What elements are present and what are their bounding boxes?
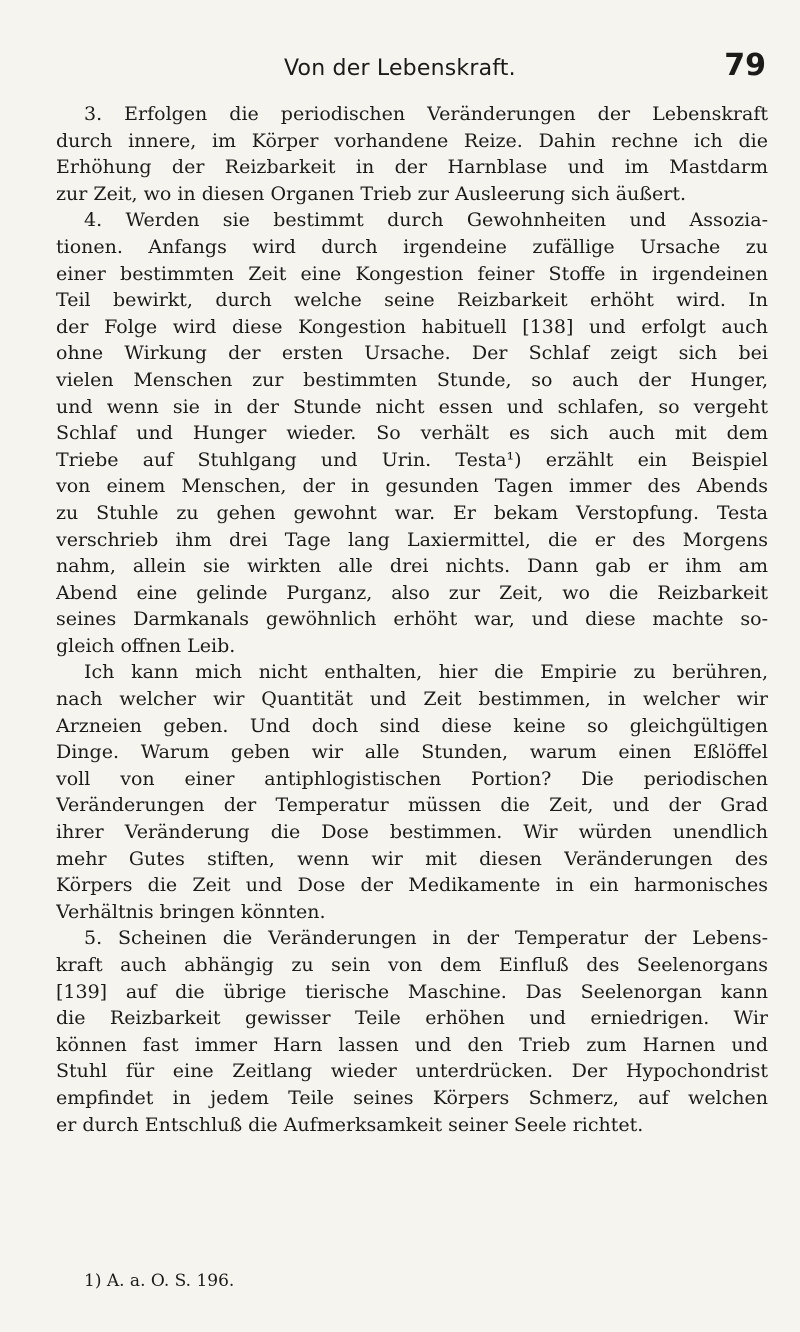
- text-line: Stuhl für eine Zeitlang wieder unterdrücken. Der Hypochondrist: [56, 1060, 768, 1083]
- text-line: seines Darmkanals gewöhnlich erhöht war, und diese machte so-: [56, 608, 768, 631]
- text-line: die Reizbarkeit gewisser Teile erhöhen und erniedrigen. Wir: [56, 1007, 768, 1030]
- text-line: können fast immer Harn lassen und den Trieb zum Harnen und: [56, 1033, 768, 1056]
- text-line: Triebe auf Stuhlgang und Urin. Testa¹) erzählt ein Beispiel: [56, 448, 768, 471]
- text-line: Ich kann mich nicht enthalten, hier die Empirie zu berühren,: [84, 661, 768, 684]
- text-line: verschrieb ihm drei Tage lang Laxiermittel, die er des Morgens: [56, 528, 768, 551]
- text-line: Erhöhung der Reizbarkeit in der Harnblase und im Mastdarm: [56, 156, 768, 179]
- text-line: [139] auf die übrige tierische Maschine. Das Seelenorgan kann: [56, 980, 768, 1003]
- text-line: gleich offnen Leib.: [56, 634, 236, 657]
- text-line: zur Zeit, wo in diesen Organen Trieb zur Ausleerung sich äußert.: [56, 182, 687, 205]
- text-line: Schlaf und Hunger wieder. So verhält es sich auch mit dem: [56, 422, 768, 445]
- text-line: empfindet in jedem Teile seines Körpers Schmerz, auf welchen: [56, 1086, 768, 1109]
- text-line: Verhältnis bringen könnten.: [56, 900, 326, 923]
- footnote: 1) A. a. O. S. 196.: [84, 1271, 235, 1291]
- text-line: einer bestimmten Zeit eine Kongestion feiner Stoffe in irgendeinen: [56, 262, 768, 285]
- text-line: von einem Menschen, der in gesunden Tagen immer des Abends: [56, 475, 768, 498]
- running-title: Von der Lebenskraft.: [284, 56, 516, 81]
- page-number: 79: [724, 48, 766, 83]
- text-line: der Folge wird diese Kongestion habituell [138] und erfolgt auch: [56, 315, 768, 338]
- text-line: durch innere, im Körper vorhandene Reize. Dahin rechne ich die: [56, 129, 768, 152]
- text-line: Arzneien geben. Und doch sind diese keine so gleichgültigen: [56, 714, 768, 737]
- text-line: voll von einer antiphlogistischen Portion? Die periodischen: [56, 767, 768, 790]
- text-line: zu Stuhle zu gehen gewohnt war. Er bekam Verstopfung. Testa: [56, 501, 768, 524]
- text-line: 4. Werden sie bestimmt durch Gewohnheiten und Assozia-: [84, 209, 768, 232]
- text-line: 5. Scheinen die Veränderungen in der Temperatur der Lebens-: [84, 927, 768, 950]
- text-line: Körpers die Zeit und Dose der Medikamente in ein harmonisches: [56, 874, 768, 897]
- text-line: mehr Gutes stiften, wenn wir mit diesen Veränderungen des: [56, 847, 768, 870]
- text-line: ohne Wirkung der ersten Ursache. Der Schlaf zeigt sich bei: [56, 342, 768, 365]
- text-line: Dinge. Warum geben wir alle Stunden, warum einen Eßlöffel: [56, 741, 768, 764]
- text-line: er durch Entschluß die Aufmerksamkeit seiner Seele richtet.: [56, 1113, 644, 1136]
- text-line: Teil bewirkt, durch welche seine Reizbarkeit erhöht wird. In: [56, 289, 768, 312]
- text-line: und wenn sie in der Stunde nicht essen und schlafen, so vergeht: [56, 395, 768, 418]
- text-line: 3. Erfolgen die periodischen Veränderungen der Lebenskraft: [84, 103, 768, 125]
- text-line: ihrer Veränderung die Dose bestimmen. Wir würden unendlich: [56, 821, 768, 844]
- text-line: Veränderungen der Temperatur müssen die Zeit, und der Grad: [56, 794, 768, 817]
- text-line: Abend eine gelinde Purganz, also zur Zeit, wo die Reizbarkeit: [56, 581, 768, 604]
- text-line: vielen Menschen zur bestimmten Stunde, so auch der Hunger,: [56, 368, 768, 391]
- text-line: kraft auch abhängig zu sein von dem Einfluß des Seelenorgans: [56, 954, 768, 976]
- text-line: nach welcher wir Quantität und Zeit bestimmen, in welcher wir: [56, 688, 768, 711]
- text-line: nahm, allein sie wirkten alle drei nichts. Dann gab er ihm am: [56, 555, 768, 578]
- body-text: [56, 101, 768, 1138]
- running-header: [56, 48, 768, 88]
- text-line: tionen. Anfangs wird durch irgendeine zufällige Ursache zu: [56, 235, 768, 258]
